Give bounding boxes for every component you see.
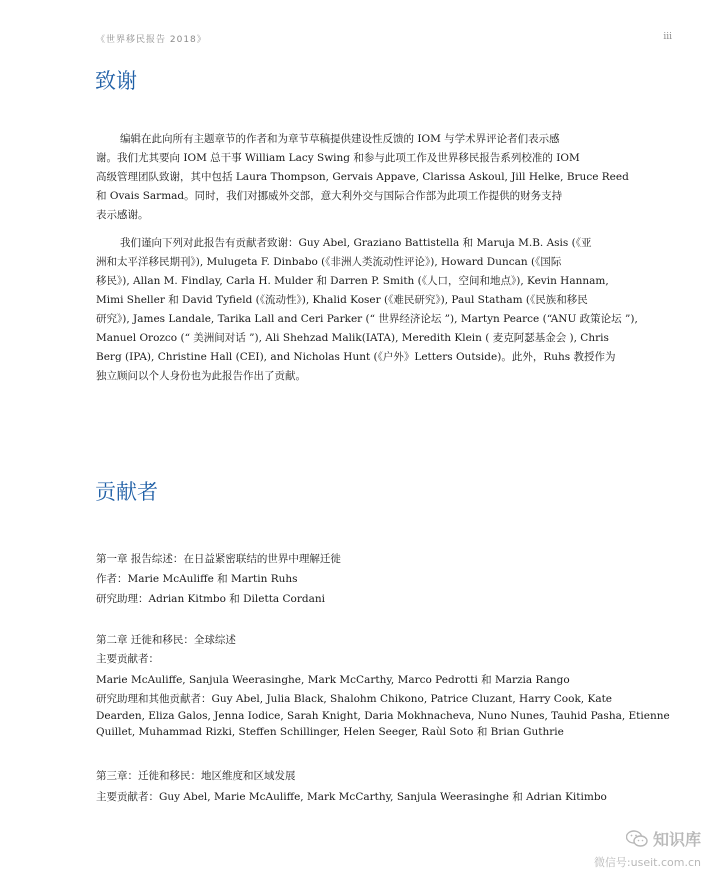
other-contributors-line: Dearden, Eliza Galos, Jenna Iodice, Sarah Knight, Daria Mokhnacheva, Nuno Nunes, Tauhid Pasha, Etienne — [96, 710, 670, 722]
text-line: 独立顾问以个人身份也为此报告作出了贡献。 — [96, 370, 306, 382]
text-line: 洲和太平洋移民期刊》), Mulugeta F. Dinbabo (《非洲人类流动性评论》), Howard Duncan (《国际 — [96, 256, 562, 268]
text-line: 编辑在此向所有主题章节的作者和为章节草稿提供建设性反馈的 IOM 与学术界评论者们表示感 — [120, 133, 560, 145]
watermark-logo — [594, 827, 701, 850]
text-line: 我们谨向下列对此报告有贡献者致谢：Guy Abel, Graziano Battistella 和 Maruja M.B. Asis (《亚 — [120, 237, 592, 249]
page-number: iii — [663, 32, 672, 42]
main-contributors-label: 主要贡献者： — [96, 653, 159, 665]
text-line: 表示感谢。 — [96, 209, 149, 221]
text-line: 高级管理团队致谢，其中包括 Laura Thompson, Gervais Appave, Clarissa Askoul, Jill Helke, Bruce Reed — [96, 171, 629, 183]
chapter-title: 第二章 迁徙和移民：全球综述 — [96, 634, 236, 646]
text-line: 谢。我们尤其要向 IOM 总干事 William Lacy Swing 和参与此项工作及世界移民报告系列校准的 IOM — [96, 152, 580, 164]
text-line: 研究》), James Landale, Tarika Lall and Ceri Parker (“ 世界经济论坛 ”), Martyn Pearce (“ANU 政策论坛 ”), — [96, 313, 638, 325]
text-line: 和 Ovais Sarmad。同时，我们对挪威外交部，意大利外交与国际合作部为此项工作提供的财务支持 — [96, 190, 563, 202]
other-contributors-line: 研究助理和其他贡献者：Guy Abel, Julia Black, Shalohm Chikono, Patrice Cluzant, Harry Cook, Kate — [96, 693, 613, 705]
watermark-brand: 知识库 — [652, 830, 701, 849]
text-line: Berg (IPA), Christine Hall (CEI), and Nicholas Hunt (《户外》Letters Outside)。此外，Ruhs 教授作为 — [96, 351, 616, 363]
watermark — [594, 827, 701, 870]
text-line: 移民》), Allan M. Findlay, Carla H. Mulder 和 Darren P. Smith (《人口，空间和地点》), Kevin Hannam, — [96, 275, 609, 287]
main-contributors-names: Marie McAuliffe, Sanjula Weerasinghe, Mark McCarthy, Marco Pedrotti 和 Marzia Rango — [96, 674, 570, 686]
chapter-3-contributors — [96, 766, 637, 808]
chapter-1-contributors — [96, 549, 637, 609]
other-contributors-line: Quillet, Muhammad Rizki, Steffen Schillinger, Helen Seeger, Raùl Soto 和 Brian Guthrie — [96, 726, 564, 738]
chapter-assistants: 研究助理：Adrian Kitmbo 和 Diletta Cordani — [96, 593, 326, 605]
main-contributors: 主要贡献者：Guy Abel, Marie McAuliffe, Mark McCarthy, Sanjula Weerasinghe 和 Adrian Kitimbo — [96, 791, 607, 803]
text-line: Mimi Sheller 和 David Tyfield (《流动性》), Khalid Koser (《难民研究》), Paul Statham (《民族和移民 — [96, 294, 588, 306]
acknowledgements-heading: 致谢 — [95, 69, 137, 93]
chapter-authors: 作者：Marie McAuliffe 和 Martin Ruhs — [96, 573, 298, 585]
acknowledgements-paragraph-2 — [96, 234, 637, 386]
acknowledgements-paragraph-1 — [96, 130, 637, 225]
text-line: Manuel Orozco (“ 美洲间对话 ”), Ali Shehzad Malik(IATA), Meredith Klein ( 麦克阿瑟基金会 ), Chris — [96, 332, 609, 344]
chapter-2-contributors — [96, 631, 670, 740]
contributors-heading: 贡献者 — [95, 480, 158, 504]
watermark-account: 微信号:useit.com.cn — [593, 856, 701, 869]
chapter-title: 第三章：迁徙和移民：地区维度和区域发展 — [96, 770, 296, 782]
running-title: 《世界移民报告 2018》 — [96, 35, 207, 45]
wechat-icon — [626, 830, 648, 848]
chapter-title: 第一章 报告综述：在日益紧密联结的世界中理解迁徙 — [96, 553, 341, 565]
